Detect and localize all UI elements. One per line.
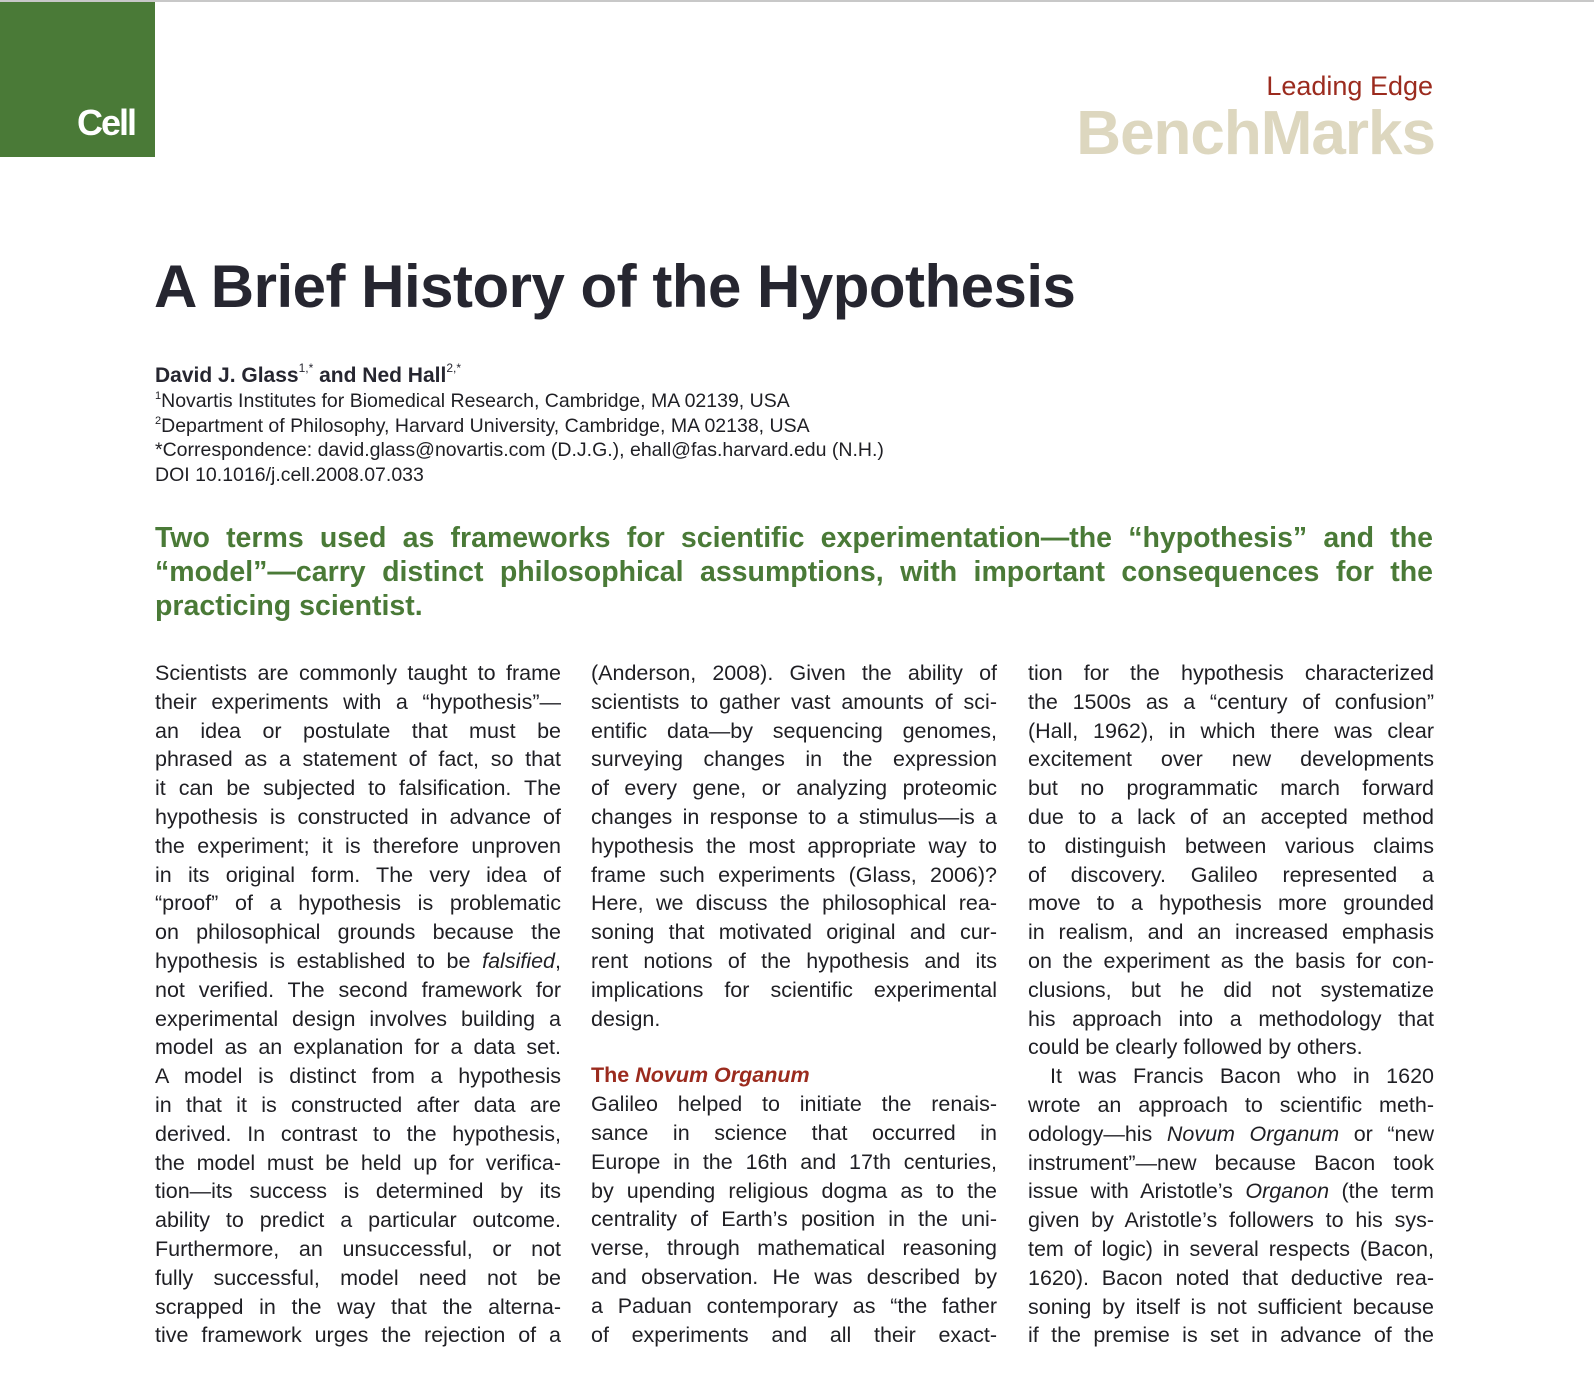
text-line: implications for scientific experimental	[591, 977, 997, 1002]
text-line: the 1500s as a “century of confusion”	[1028, 689, 1434, 714]
text-line: entific data—by sequencing genomes,	[591, 718, 997, 743]
text-line: sance in science that occurred in	[591, 1120, 997, 1145]
text-line: move to a hypothesis more grounded	[1028, 891, 1434, 916]
text-line: scrapped in the way that the alterna-	[155, 1294, 561, 1319]
text-line: Europe in the 16th and 17th centuries,	[591, 1149, 997, 1174]
text-line: tive framework urges the rejection of a	[155, 1323, 561, 1348]
text-line: it can be subjected to falsification. The	[155, 776, 561, 801]
text-line: Galileo helped to initiate the renais-	[591, 1092, 997, 1117]
text-line: of every gene, or analyzing proteomic	[591, 776, 997, 801]
text-line: clusions, but he did not systematize	[1028, 977, 1434, 1002]
section-heading: The Novum Organum	[591, 1063, 810, 1088]
journal-logo-text: Cell	[77, 102, 136, 143]
series-label: BenchMarks	[1076, 99, 1435, 168]
text-line: instrument”—new because Bacon took	[1028, 1150, 1434, 1175]
text-line: their experiments with a “hypothesis”—	[155, 689, 561, 714]
text-line: scientists to gather vast amounts of sci-	[591, 689, 997, 714]
text-line: (Hall, 1962), in which there was clear	[1028, 718, 1434, 743]
text-line: A model is distinct from a hypothesis	[155, 1064, 561, 1089]
text-line: frame such experiments (Glass, 2006)?	[591, 862, 997, 887]
body-column-1	[155, 659, 561, 1350]
text-line: Furthermore, an unsuccessful, or not	[155, 1236, 561, 1261]
text-line: an idea or postulate that must be	[155, 718, 561, 743]
text-line: his approach into a methodology that	[1028, 1006, 1434, 1031]
text-line: tem of logic) in several respects (Bacon,	[1028, 1236, 1434, 1261]
text-line: Here, we discuss the philosophical rea-	[591, 891, 997, 916]
text-line: hypothesis is constructed in advance of	[155, 804, 561, 829]
text-line: model as an explanation for a data set.	[155, 1035, 561, 1060]
text-line: (Anderson, 2008). Given the ability of	[591, 661, 997, 685]
text-line: issue with Aristotle’s Organon (the term	[1028, 1179, 1435, 1204]
text-line: tion—its success is determined by its	[155, 1179, 561, 1204]
text-line: a Paduan contemporary as “the father	[591, 1293, 997, 1318]
article-title: A Brief History of the Hypothesis	[154, 253, 1076, 320]
text-line: Scientists are commonly taught to frame	[155, 661, 561, 685]
text-line: to distinguish between various claims	[1028, 833, 1434, 858]
author-name: David J. Glass	[155, 364, 299, 387]
top-rule	[0, 0, 1594, 2]
text-line: verse, through mathematical reasoning	[591, 1236, 997, 1261]
paragraph	[1028, 659, 1434, 1062]
text-line: ability to predict a particular outcome.	[155, 1208, 561, 1233]
text-line: soning that motivated original and cur-	[591, 920, 997, 945]
doi-line: DOI 10.1016/j.cell.2008.07.033	[155, 464, 424, 486]
text-line: surveying changes in the expression	[591, 747, 997, 772]
text-line: “proof” of a hypothesis is problematic	[155, 891, 561, 916]
text-line: It was Francis Bacon who in 1620	[1050, 1064, 1434, 1089]
text-line: by upending religious dogma as to the	[591, 1178, 997, 1203]
author-affiliation-mark: 2,*	[446, 361, 461, 375]
text-line: could be clearly followed by others.	[1028, 1035, 1363, 1060]
author-joiner: and	[313, 364, 363, 387]
text-line: of discovery. Galileo represented a	[1028, 862, 1434, 887]
text-line: centrality of Earth’s position in the uni-	[591, 1207, 997, 1232]
text-line: wrote an approach to scientific meth-	[1028, 1092, 1434, 1117]
text-line: phrased as a statement of fact, so that	[155, 747, 561, 772]
body-column-3	[1028, 659, 1434, 1350]
text-line: tion for the hypothesis characterized	[1028, 661, 1434, 685]
affiliation-2: $^2$Department of Philosophy, Harvard University, Cambridge, MA 02138, USA	[155, 415, 810, 437]
text-line: excitement over new developments	[1028, 747, 1434, 772]
text-line: if the premise is set in advance of the	[1028, 1323, 1434, 1348]
text-line: design.	[591, 1006, 661, 1031]
text-line: on the experiment as the basis for con-	[1028, 948, 1434, 973]
text-line: due to a lack of an accepted method	[1028, 804, 1434, 829]
text-line: rent notions of the hypothesis and its	[591, 948, 997, 973]
body-column-2	[591, 659, 997, 1349]
text-line: but no programmatic march forward	[1028, 776, 1434, 801]
text-line: hypothesis the most appropriate way to	[591, 833, 997, 858]
abstract: Two terms used as frameworks for scientific experimentation—the “hypothesis” and the “model”—carry distinct philosophical assumptions, with important consequences for the practicing scientist.	[155, 522, 1433, 622]
author-name: Ned Hall	[362, 364, 447, 387]
text-line: derived. In contrast to the hypothesis,	[155, 1121, 561, 1146]
page-cutoff-fade	[0, 1354, 1594, 1382]
text-line: in realism, and an increased emphasis	[1028, 920, 1434, 945]
paragraph	[1028, 1062, 1434, 1350]
paragraph	[591, 1090, 997, 1349]
text-line: 1620). Bacon noted that deductive rea-	[1028, 1265, 1434, 1290]
text-line: the model must be held up for verifica-	[155, 1150, 561, 1175]
correspondence-line: *Correspondence: david.glass@novartis.com (D.J.G.), ehall@fas.harvard.edu (N.H.)	[155, 439, 884, 461]
text-line: hypothesis is established to be falsified,	[155, 948, 561, 973]
paragraph	[155, 659, 561, 1350]
text-line: in its original form. The very idea of	[155, 862, 561, 887]
text-line: the experiment; it is therefore unproven	[155, 833, 561, 858]
text-line: soning by itself is not sufficient because	[1028, 1294, 1434, 1319]
text-line: of experiments and all their exact-	[591, 1322, 997, 1347]
text-line: changes in response to a stimulus—is a	[591, 804, 997, 829]
text-line: given by Aristotle’s followers to his sys-	[1028, 1208, 1434, 1233]
text-line: in that it is constructed after data are	[155, 1092, 561, 1117]
text-line: not verified. The second framework for	[155, 977, 561, 1002]
paragraph	[591, 659, 997, 1033]
journal-logo	[0, 2, 155, 157]
text-line: experimental design involves building a	[155, 1006, 561, 1031]
text-line: on philosophical grounds because the	[155, 920, 561, 945]
text-line: and observation. He was described by	[591, 1264, 997, 1289]
section-label: Leading Edge	[1266, 71, 1433, 101]
author-list	[155, 362, 461, 389]
text-line: odology—his Novum Organum or “new	[1028, 1121, 1434, 1146]
text-line: fully successful, model need not be	[155, 1265, 561, 1290]
author-affiliation-mark: 1,*	[298, 361, 314, 375]
affiliation-1: $^1$Novartis Institutes for Biomedical Research, Cambridge, MA 02139, USA	[155, 390, 790, 412]
